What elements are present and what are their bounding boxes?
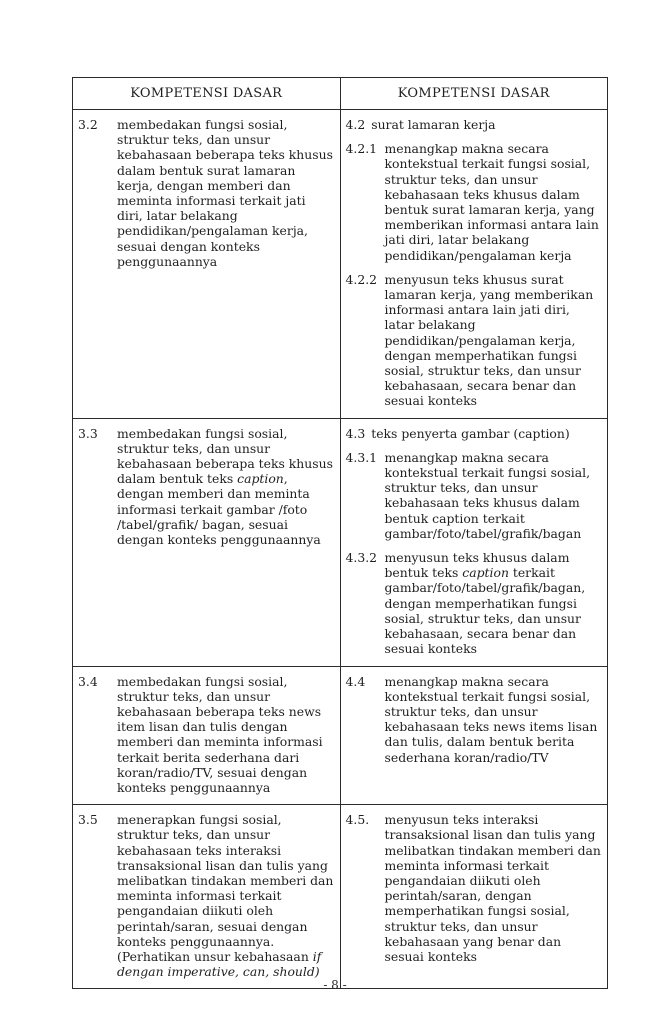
item-text: menyusun teks interaksi transaksional lisan dan tulis yang melibatkan tindakan memberi dan meminta informasi terkait pengandaian diikuti oleh perintah/saran, dengan memperhatikan fungsi sosial, struktur teks, dan unsur kebahasaan yang benar dan sesuai konteks [384,812,601,964]
item-text: menangkap makna secara kontekstual terkait fungsi sosial, struktur teks, dan unsur kebahasaan teks khusus dalam bentuk surat lamaran kerja, yang memberikan informasi antara lain jati diri, latar belakang pendidikan/pengalaman kerja [384,141,599,263]
kompetensi-dasar-table [72,77,608,989]
item-text: menangkap makna secara kontekstual terkait fungsi sosial, struktur teks, dan unsur kebahasaan teks khusus dalam bentuk caption terkait gambar/foto/tabel/grafik/bagan [384,449,591,541]
table-head [73,78,608,110]
item-number: 3.3 [78,425,98,441]
item-text: menerapkan fungsi sosial, struktur teks, dan unsur kebahasaan teks interaksi transaksional lisan dan tulis yang melibatkan tindakan memberi dan meminta informasi terkait pengandaian diikuti oleh perintah/saran, sesuai dengan konteks penggunaannya. (Perhatikan unsur kebahasaan if dengan imperative, can, should) [117,812,334,980]
item-text: membedakan fungsi sosial, struktur teks, dan unsur kebahasaan beberapa teks khusus dalam bentuk surat lamaran kerja, dengan memberi dan meminta informasi terkait jati diri, latar belakang pendidikan/pengalaman kerja, sesuai dengan konteks penggunaannya [117,117,333,269]
right-cell [340,805,608,989]
left-cell [73,110,341,419]
competency-item [346,141,602,263]
item-number: 4.2 [345,117,366,132]
competency-item [346,550,602,656]
item-number: 4.2.1 [345,141,378,157]
item-text: membedakan fungsi sosial, struktur teks, dan unsur kebahasaan beberapa teks news item lisan dan tulis dengan memberi dan meminta informasi terkait berita sederhana dari koran/radio/TV, sesuai dengan konteks penggunaannya [117,673,323,795]
competency-item [346,450,602,541]
competency-item [78,812,334,979]
table-row [73,666,608,805]
competency-item [346,272,602,409]
competency-item [346,117,602,132]
item-text: menyusun teks khusus surat lamaran kerja, yang memberikan informasi antara lain jati diri, latar belakang pendidikan/pengalaman kerja, dengan memperhatikan fungsi sosial, struktur teks, dan unsur kebahasaan, secara benar dan sesuai konteks [384,271,594,409]
competency-item [78,426,334,548]
left-cell [73,666,341,805]
table-body [73,110,608,989]
table-row [73,418,608,666]
page-number: - 8 - [323,978,347,992]
competency-item [78,674,334,796]
item-text: teks penyerta gambar (caption) [371,425,570,441]
item-number: 4.2.2 [345,271,378,287]
competency-item [346,426,602,441]
left-cell [73,805,341,989]
header-row [73,78,608,110]
item-text: surat lamaran kerja [371,117,496,132]
item-text: membedakan fungsi sosial, struktur teks, dan unsur kebahasaan beberapa teks khusus dalam bentuk teks caption, dengan memberi dan meminta informasi terkait gambar /foto /tabel/grafik/ bagan, sesuai dengan konteks penggunaannya [117,425,333,548]
table-row [73,805,608,989]
item-number: 4.4 [345,673,366,689]
competency-item [78,117,334,269]
item-number: 3.5 [78,812,98,828]
item-number: 4.3.2 [345,550,378,566]
item-text: menyusun teks khusus dalam bentuk teks caption terkait gambar/foto/tabel/grafik/bagan, dengan memperhatikan fungsi sosial, struktur teks, dan unsur kebahasaan, secara benar dan sesuai konteks [384,550,586,657]
left-cell [73,418,341,666]
right-cell [340,666,608,805]
item-number: 3.2 [78,117,98,132]
right-cell [340,418,608,666]
header-cell-left: KOMPETENSI DASAR [73,78,341,110]
item-number: 3.4 [78,673,98,689]
header-cell-right: KOMPETENSI DASAR [340,78,608,110]
right-cell [340,110,608,419]
item-text: menangkap makna secara kontekstual terkait fungsi sosial, struktur teks, dan unsur kebahasaan teks news items lisan dan tulis, dalam bentuk berita sederhana koran/radio/TV [384,673,598,765]
competency-item [346,674,602,765]
item-number: 4.5. [345,812,370,828]
item-number: 4.3 [345,425,366,441]
table-row [73,110,608,419]
competency-item [346,812,602,964]
item-number: 4.3.1 [345,449,378,465]
